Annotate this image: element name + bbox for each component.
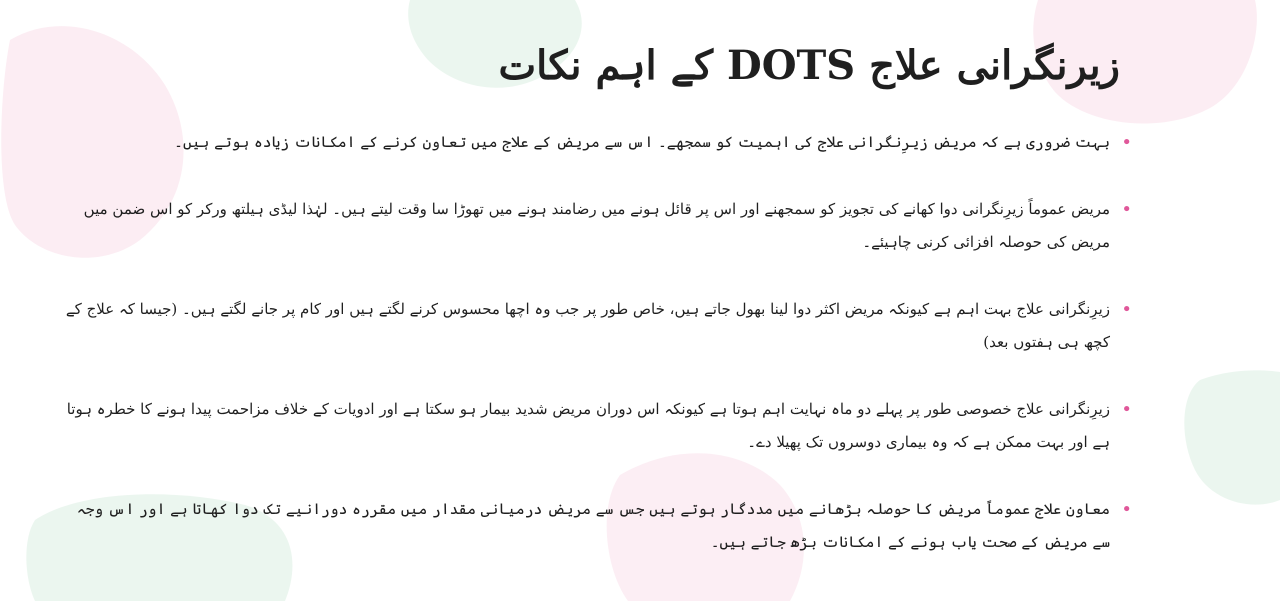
key-point-text: زیرِنگرانی علاج بہت اہم ہے کیونکہ مریض اکثر دوا لینا بھول جاتے ہیں، خاص طور پر جب وہ اچھا محسوس کرنے لگتے ہیں اور کام پر جانے لگتے ہیں۔ (جیسا کہ علاج کے کچھ ہی ہفتوں بعد): [65, 300, 1110, 351]
key-point-2: [57, 193, 1132, 259]
bullet-icon: •: [1121, 499, 1132, 520]
key-point-text: بہت ضروری ہے کہ مریض زیرِنگرانی علاج کی اہمیت کو سمجھے۔ اس سے مریض کے علاج میں تعاون کرنے کے امکانات زیادہ ہوتے ہیں۔: [174, 133, 1110, 151]
bullet-icon: •: [1121, 132, 1132, 153]
bullet-icon: •: [1121, 199, 1132, 220]
key-point-text: زیرِنگرانی علاج خصوصی طور پر پہلے دو ماہ نہایت اہم ہوتا ہے کیونکہ اس دوران مریض شدید بیمار ہو سکتا ہے اور ادویات کے خلاف مزاحمت پیدا ہونے کا خطرہ ہوتا ہے اور بہت ممکن ہے کہ وہ بیماری دوسروں تک پھیلا دے۔: [66, 400, 1110, 451]
bullet-icon: •: [1121, 399, 1132, 420]
key-point-text: مریض عموماً زیرِنگرانی دوا کھانے کی تجویز کو سمجھنے اور اس پر قائل ہونے میں رضامند ہونے میں تھوڑا سا وقت لیتے ہیں۔ لہٰذا لیڈی ہیلتھ ورکر کو اس ضمن میں مریض کی حوصلہ افزائی کرنی چاہیئے۔: [83, 200, 1110, 251]
key-point-3: [57, 293, 1132, 359]
key-point-1: [57, 126, 1132, 159]
key-point-5: [57, 493, 1132, 559]
slide-title: زیرنگرانی علاج DOTS کے اہم نکات: [498, 42, 1120, 89]
key-point-text: معاون علاج عموماً مریض کا حوصلہ بڑھانے میں مددگار ہوتے ہیں جس سے مریض درمیانی مقدار میں مقررہ دورانیے تک دوا کھاتا ہے اور اس وجہ سے مریض کے صحت یاب ہونے کے امکانات بڑھ جاتے ہیں۔: [76, 500, 1110, 551]
bullet-icon: •: [1121, 299, 1132, 320]
key-point-4: [57, 393, 1132, 459]
key-points-list: [57, 126, 1132, 593]
